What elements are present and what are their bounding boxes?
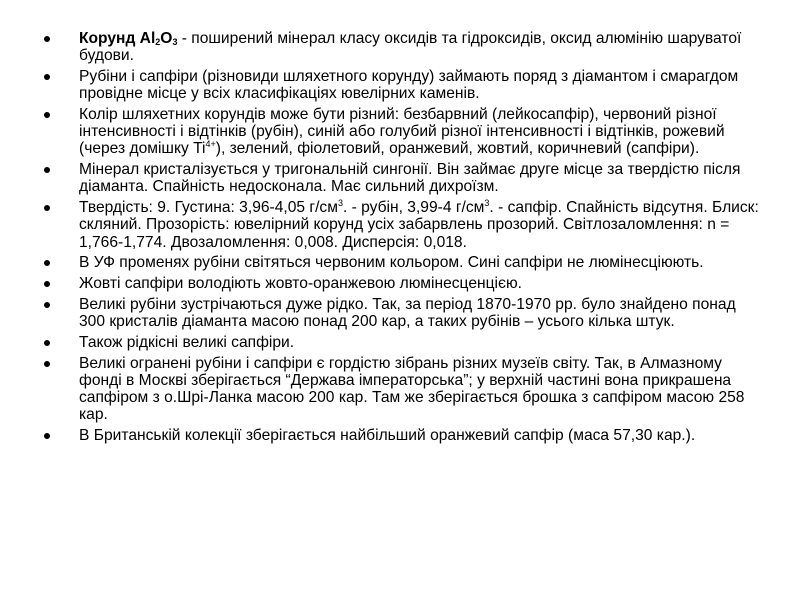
- bullet-item-museums: [44, 355, 760, 424]
- corundum-formula: [79, 30, 177, 47]
- bullet-item-corundum: [44, 30, 760, 64]
- bullet-text: Твердість: 9. Густина: 3,96-4,05 г/см: [79, 199, 338, 217]
- bullet-item-uv: [44, 254, 760, 271]
- bullet-text-continued: ), зелений, фіолетовий, оранжевий, жовтий, коричневий (сапфіри).: [215, 140, 700, 158]
- bullet-dot-icon: [44, 361, 50, 367]
- bullet-text: Рубіни і сапфіри (різновиди шляхетного корунду) займають поряд з діамантом і смарагдом провідне місце у всіх класифікаціях ювелірних каменів.: [79, 68, 739, 103]
- bullet-item-colors: [44, 106, 760, 158]
- bullet-item-rare-sapphires: [44, 334, 760, 351]
- bullet-dot-icon: [44, 112, 50, 118]
- bullet-dot-icon: [44, 260, 50, 266]
- bullet-text: Великі рубіни зустрічаються дуже рідко. Так, за період 1870-1970 рр. було знайдено понад 300 кристалів діаманта масою понад 200 кар, а таких рубінів – усього кілька штук.: [79, 296, 736, 331]
- bullet-text: Колір шляхетних корундів може бути різний: безбарвний (лейкосапфір), червоний різної інтенсивності і відтінків (рубін), синій або голубий різної інтенсивності і відтінків, рожевий (через домішку Ti: [79, 106, 725, 158]
- density-superscript: 3: [484, 198, 490, 209]
- bullet-dot-icon: [44, 36, 50, 42]
- bullet-item-british-collection: [44, 427, 760, 444]
- bullet-item-yellow-sapphires: [44, 275, 760, 292]
- bullet-dot-icon: [44, 167, 50, 173]
- ti-superscript: 4+: [205, 139, 216, 150]
- formula-subscript-3: 3: [172, 37, 178, 47]
- bullet-text: Великі огранені рубіни і сапфіри є гордістю зібрань різних музеїв світу. Так, в Алмазному фонді в Москві зберігається “Держава імператорська”; у верхній частині вона прикрашена сапфіром з о.Шрі-Ланка масою 200 кар. Там же зберігається брошка з сапфіром масою 258 кар.: [79, 354, 745, 424]
- bullet-dot-icon: [44, 205, 50, 211]
- bullet-text: Жовті сапфіри володіють жовто-оранжевою люмінесценцією.: [79, 275, 522, 293]
- bullet-text: Мінерал кристалізується у тригональній сингонії. Він займає друге місце за твердістю після діаманта. Спайність недосконала. Має сильний дихроїзм.: [79, 161, 741, 196]
- bullet-dot-icon: [44, 302, 50, 308]
- bullet-dot-icon: [44, 433, 50, 439]
- bullet-text: Також рідкісні великі сапфіри.: [79, 334, 295, 351]
- bullet-dot-icon: [44, 340, 50, 346]
- bullet-text: В УФ променях рубіни світяться червоним кольором. Сині сапфіри не люмінесціюють.: [79, 254, 704, 272]
- formula-subscript-2: 2: [155, 37, 161, 47]
- bullet-item-properties: [44, 199, 760, 251]
- bullet-text-continued: . - рубін, 3,99-4 г/см: [342, 199, 485, 217]
- bullet-dot-icon: [44, 281, 50, 287]
- formula-part-al: Корунд Al: [79, 30, 156, 47]
- bullet-text: - поширений мінерал класу оксидів та гідроксидів, оксид алюмінію шаруватої будови.: [79, 30, 742, 65]
- bullet-list: [44, 30, 760, 448]
- bullet-item-crystallization: [44, 161, 760, 195]
- bullet-text-continued: . - сапфір. Спайність відсутня. Блиск: скляний. Прозорість: ювелірний корунд усіх забарвлень прозорий. Світлозаломлення: n = 1,766-1,774. Двозаломлення: 0,008. Дисперсія: 0,018.: [79, 199, 759, 251]
- bullet-item-rubies-sapphires: [44, 68, 760, 102]
- bullet-text: В Британській колекції зберігається найбільший оранжевий сапфір (маса 57,30 кар.).: [79, 427, 696, 445]
- formula-part-o: O: [160, 30, 173, 47]
- bullet-item-large-rubies: [44, 296, 760, 330]
- density-superscript: 3: [337, 198, 343, 209]
- bullet-dot-icon: [44, 74, 50, 80]
